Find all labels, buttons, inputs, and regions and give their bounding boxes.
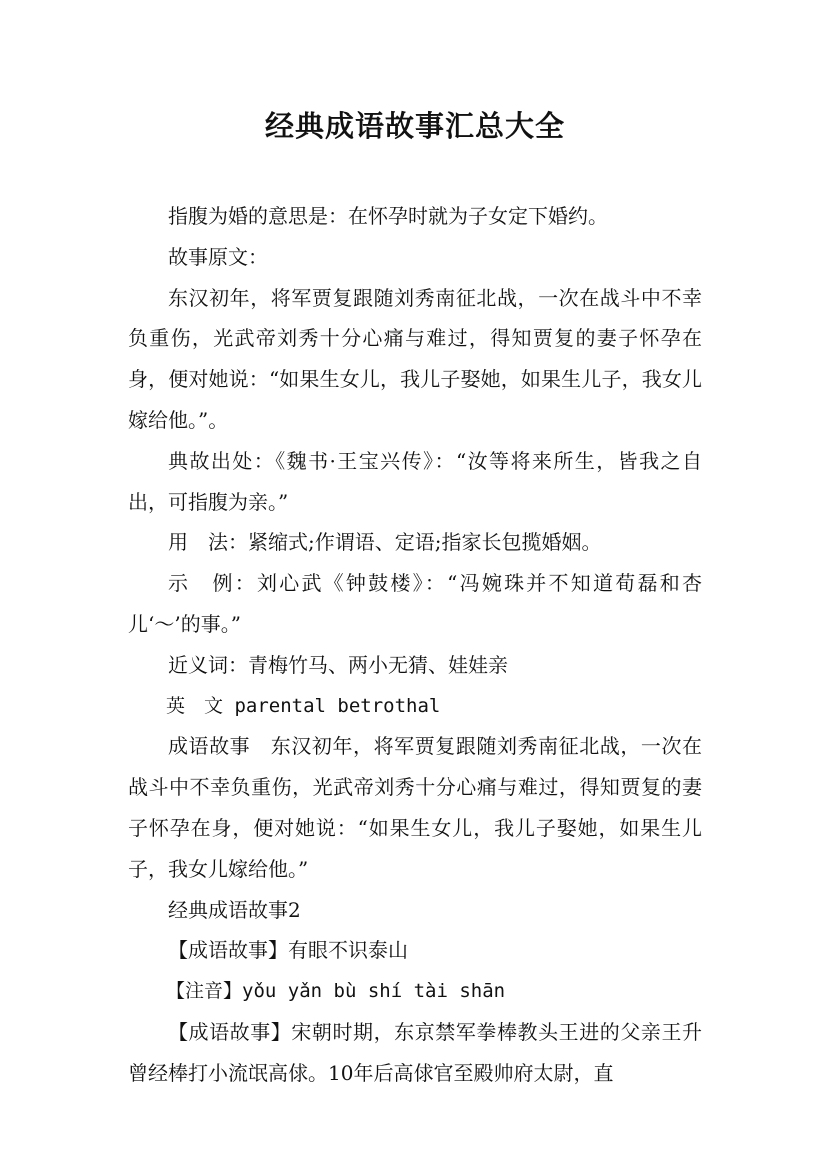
paragraph-usage: 用 法：紧缩式;作谓语、定语;指家长包揽婚姻。 — [168, 530, 602, 555]
paragraph-idiom-name: 【成语故事】有眼不识泰山 — [168, 938, 408, 963]
paragraph-idiom-story: 成语故事 东汉初年，将军贾复跟随刘秀南征北战，一次在战斗中不幸负重伤，光武帝刘秀十分心痛与难过，得知贾复的妻子怀孕在身，便对她说：“如果生女儿，我儿子娶她，如果生儿子，我女儿嫁给他。” — [128, 734, 702, 881]
paragraph-pinyin: 【注音】yǒu yǎn bù shí tài shān — [166, 980, 506, 1003]
paragraph-section-heading: 经典成语故事2 — [168, 897, 301, 922]
paragraph-synonyms: 近义词：青梅竹马、两小无猜、娃娃亲 — [168, 652, 508, 677]
document-title: 经典成语故事汇总大全 — [264, 109, 565, 143]
paragraph-story-heading: 故事原文： — [168, 244, 268, 269]
paragraph-idiom-story-2: 【成语故事】宋朝时期，东京禁军拳棒教头王进的父亲王升曾经棒打小流氓高俅。10年后高俅官至殿帅府太尉，直 — [128, 1019, 702, 1085]
document-body — [128, 196, 702, 1094]
paragraph-example: 示 例：刘心武《钟鼓楼》：“冯婉珠并不知道荀磊和杏儿‘～’的事。” — [128, 571, 702, 636]
paragraph-meaning: 指腹为婚的意思是：在怀孕时就为子女定下婚约。 — [168, 204, 608, 228]
paragraph-story-text: 东汉初年，将军贾复跟随刘秀南征北战，一次在战斗中不幸负重伤，光武帝刘秀十分心痛与难过，得知贾复的妻子怀孕在身，便对她说：“如果生女儿，我儿子娶她，如果生儿子，我女儿嫁给他。”。 — [128, 285, 702, 432]
paragraph-source: 典故出处：《魏书·王宝兴传》：“汝等将来所生，皆我之自出，可指腹为亲。” — [128, 448, 702, 514]
paragraph-english: 英 文 parental betrothal — [166, 694, 441, 717]
